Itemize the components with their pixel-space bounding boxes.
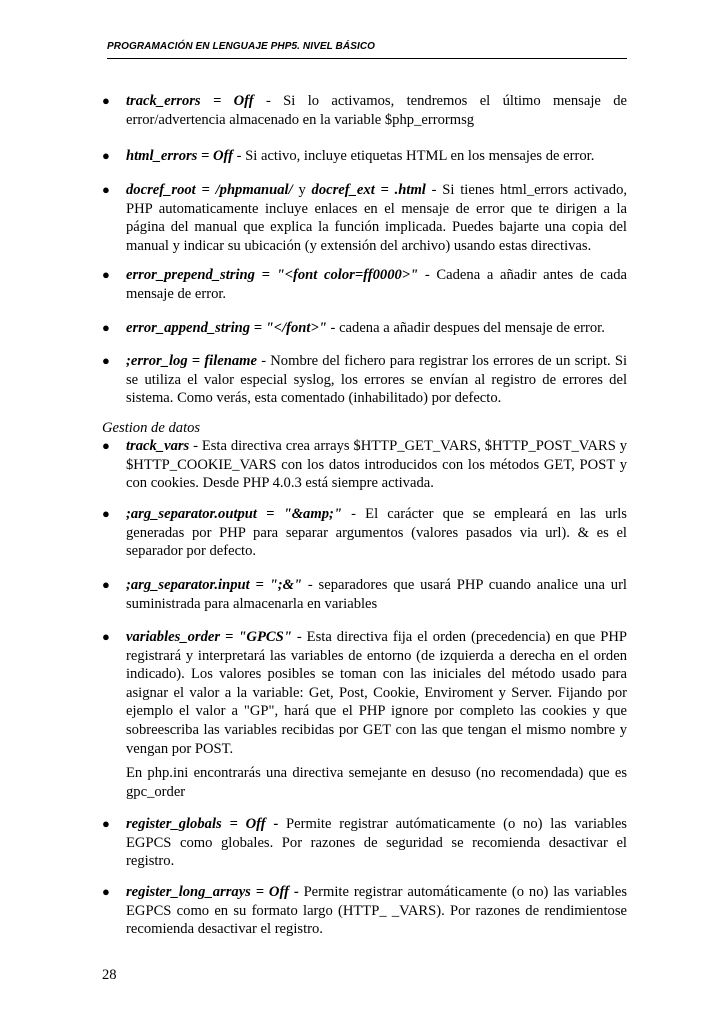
list-item-track-errors [102, 92, 627, 129]
bullet-icon: ● [102, 182, 110, 197]
directive-description: Permite registrar autómaticamente (o no) las variables EGPCS como globales. Por razones de seguridad se recomienda desactivar el registro. [126, 816, 627, 870]
directive-term: ;arg_separator.input = ";&" [126, 577, 303, 593]
directive-term: register_long_arrays = Off [126, 884, 289, 900]
directive-term-secondary: docref_ext = .html [311, 182, 426, 198]
directive-term: html_errors = Off [126, 148, 233, 164]
list-item-track-vars [102, 437, 627, 493]
list-item-register-globals [102, 815, 627, 871]
page-number: 28 [102, 967, 117, 983]
directive-term: register_globals = Off [126, 816, 266, 832]
list-item-error-log [102, 352, 628, 408]
bullet-icon: ● [102, 438, 110, 453]
bullet-icon: ● [102, 884, 110, 899]
directive-term: error_prepend_string = "<font color=ff0000>" [126, 267, 419, 283]
running-header: PROGRAMACIÓN EN LENGUAJE PHP5. NIVEL BÁSICO [107, 41, 376, 52]
bullet-icon: ● [102, 506, 110, 521]
directive-term: ;arg_separator.output = "&amp;" [126, 506, 342, 522]
directive-term: track_vars [126, 438, 190, 454]
header-rule [107, 58, 627, 59]
bullet-icon: ● [102, 93, 110, 108]
list-item-html-errors [102, 147, 627, 166]
bold-dash: - [265, 816, 287, 832]
bullet-icon: ● [102, 267, 110, 282]
list-item-variables-order [102, 628, 627, 758]
list-item-arg-separator-input [102, 576, 627, 613]
bullet-icon: ● [102, 353, 110, 368]
list-item-error-prepend [102, 266, 627, 303]
bullet-icon: ● [102, 816, 110, 831]
conjunction-text: y [292, 182, 312, 198]
directive-description: - Si lo activamos, tendremos el último mensaje de error/advertencia almacenado en la variable $php_errormsg [126, 93, 627, 128]
directive-term: variables_order = "GPCS" [126, 629, 292, 645]
list-item-arg-separator-output [102, 505, 627, 561]
directive-description: Permite registrar automáticamente (o no) las variables EGPCS como en su formato largo (HTTP_ _VARS). Por razones de rendimientose recomienda desactivar el registro. [126, 884, 627, 938]
bullet-icon: ● [102, 320, 110, 335]
list-item-docref [102, 181, 628, 255]
directive-description: - Cadena a añadir antes de cada mensaje de error. [126, 267, 627, 302]
directive-term: error_append_string = "</font>" [126, 320, 327, 336]
list-item-register-long-arrays [102, 883, 627, 939]
bullet-icon: ● [102, 148, 110, 163]
directive-description: - Si tienes html_errors activado, PHP automaticamente incluye enlaces en el mensaje de error que te dirigen a la página del manual que explica la función implicada. Puedes bajarte una copia del manual y indicar su ubicación (y extensión del archivo) usando estas directivas. [126, 182, 628, 254]
directive-description: - Esta directiva crea arrays $HTTP_GET_VARS, $HTTP_POST_VARS y $HTTP_COOKIE_VARS con los datos introducidos con los métodos GET, POST y con cookies. Desde PHP 4.0.3 está siempre activada. [126, 438, 627, 492]
bullet-icon: ● [102, 629, 110, 644]
directive-description: - cadena a añadir despues del mensaje de error. [326, 320, 605, 336]
note-paragraph: En php.ini encontrarás una directiva semejante en desuso (no recomendada) que es gpc_order [126, 765, 627, 800]
directive-term: ;error_log = filename [126, 353, 258, 369]
bold-dash: - [288, 884, 304, 900]
directive-description: - El carácter que se empleará en las urls generadas por PHP para separar argumentos (valores pasados via url). & es el separador por defecto. [126, 506, 627, 560]
directive-description: - separadores que usará PHP cuando analice una url suministrada para almacenarla en variables [126, 577, 627, 612]
directive-term: track_errors = Off [126, 93, 254, 109]
directive-description: - Esta directiva fija el orden (precedencia) en que PHP registrará y interpretará las variables de entorno (de izquierda a derecha en el orden indicado). Los valores posibles se toman con las iniciales del método usado para asignar el valor a la variable: Get, Post, Cookie, Enviroment y Server. Fijando por ejemplo el valor a "GP", hará que el PHP ignore por completo las cookies y que sobreescriba las variables recibidas por GET con las que tengan el mismo nombre y vengan por POST. [126, 629, 627, 757]
directive-description: - Si activo, incluye etiquetas HTML en los mensajes de error. [232, 148, 595, 164]
directive-description: - Nombre del fichero para registrar los errores de un script. Si se utiliza el valor especial syslog, los errores se envían al registro de errores del sistema. Como verás, esta comentado (inhabilitado) por defecto. [126, 353, 628, 407]
directive-term: docref_root = /phpmanual/ [126, 182, 293, 198]
bullet-icon: ● [102, 577, 110, 592]
section-heading: Gestion de datos [102, 420, 201, 436]
list-item-error-append [102, 319, 627, 338]
